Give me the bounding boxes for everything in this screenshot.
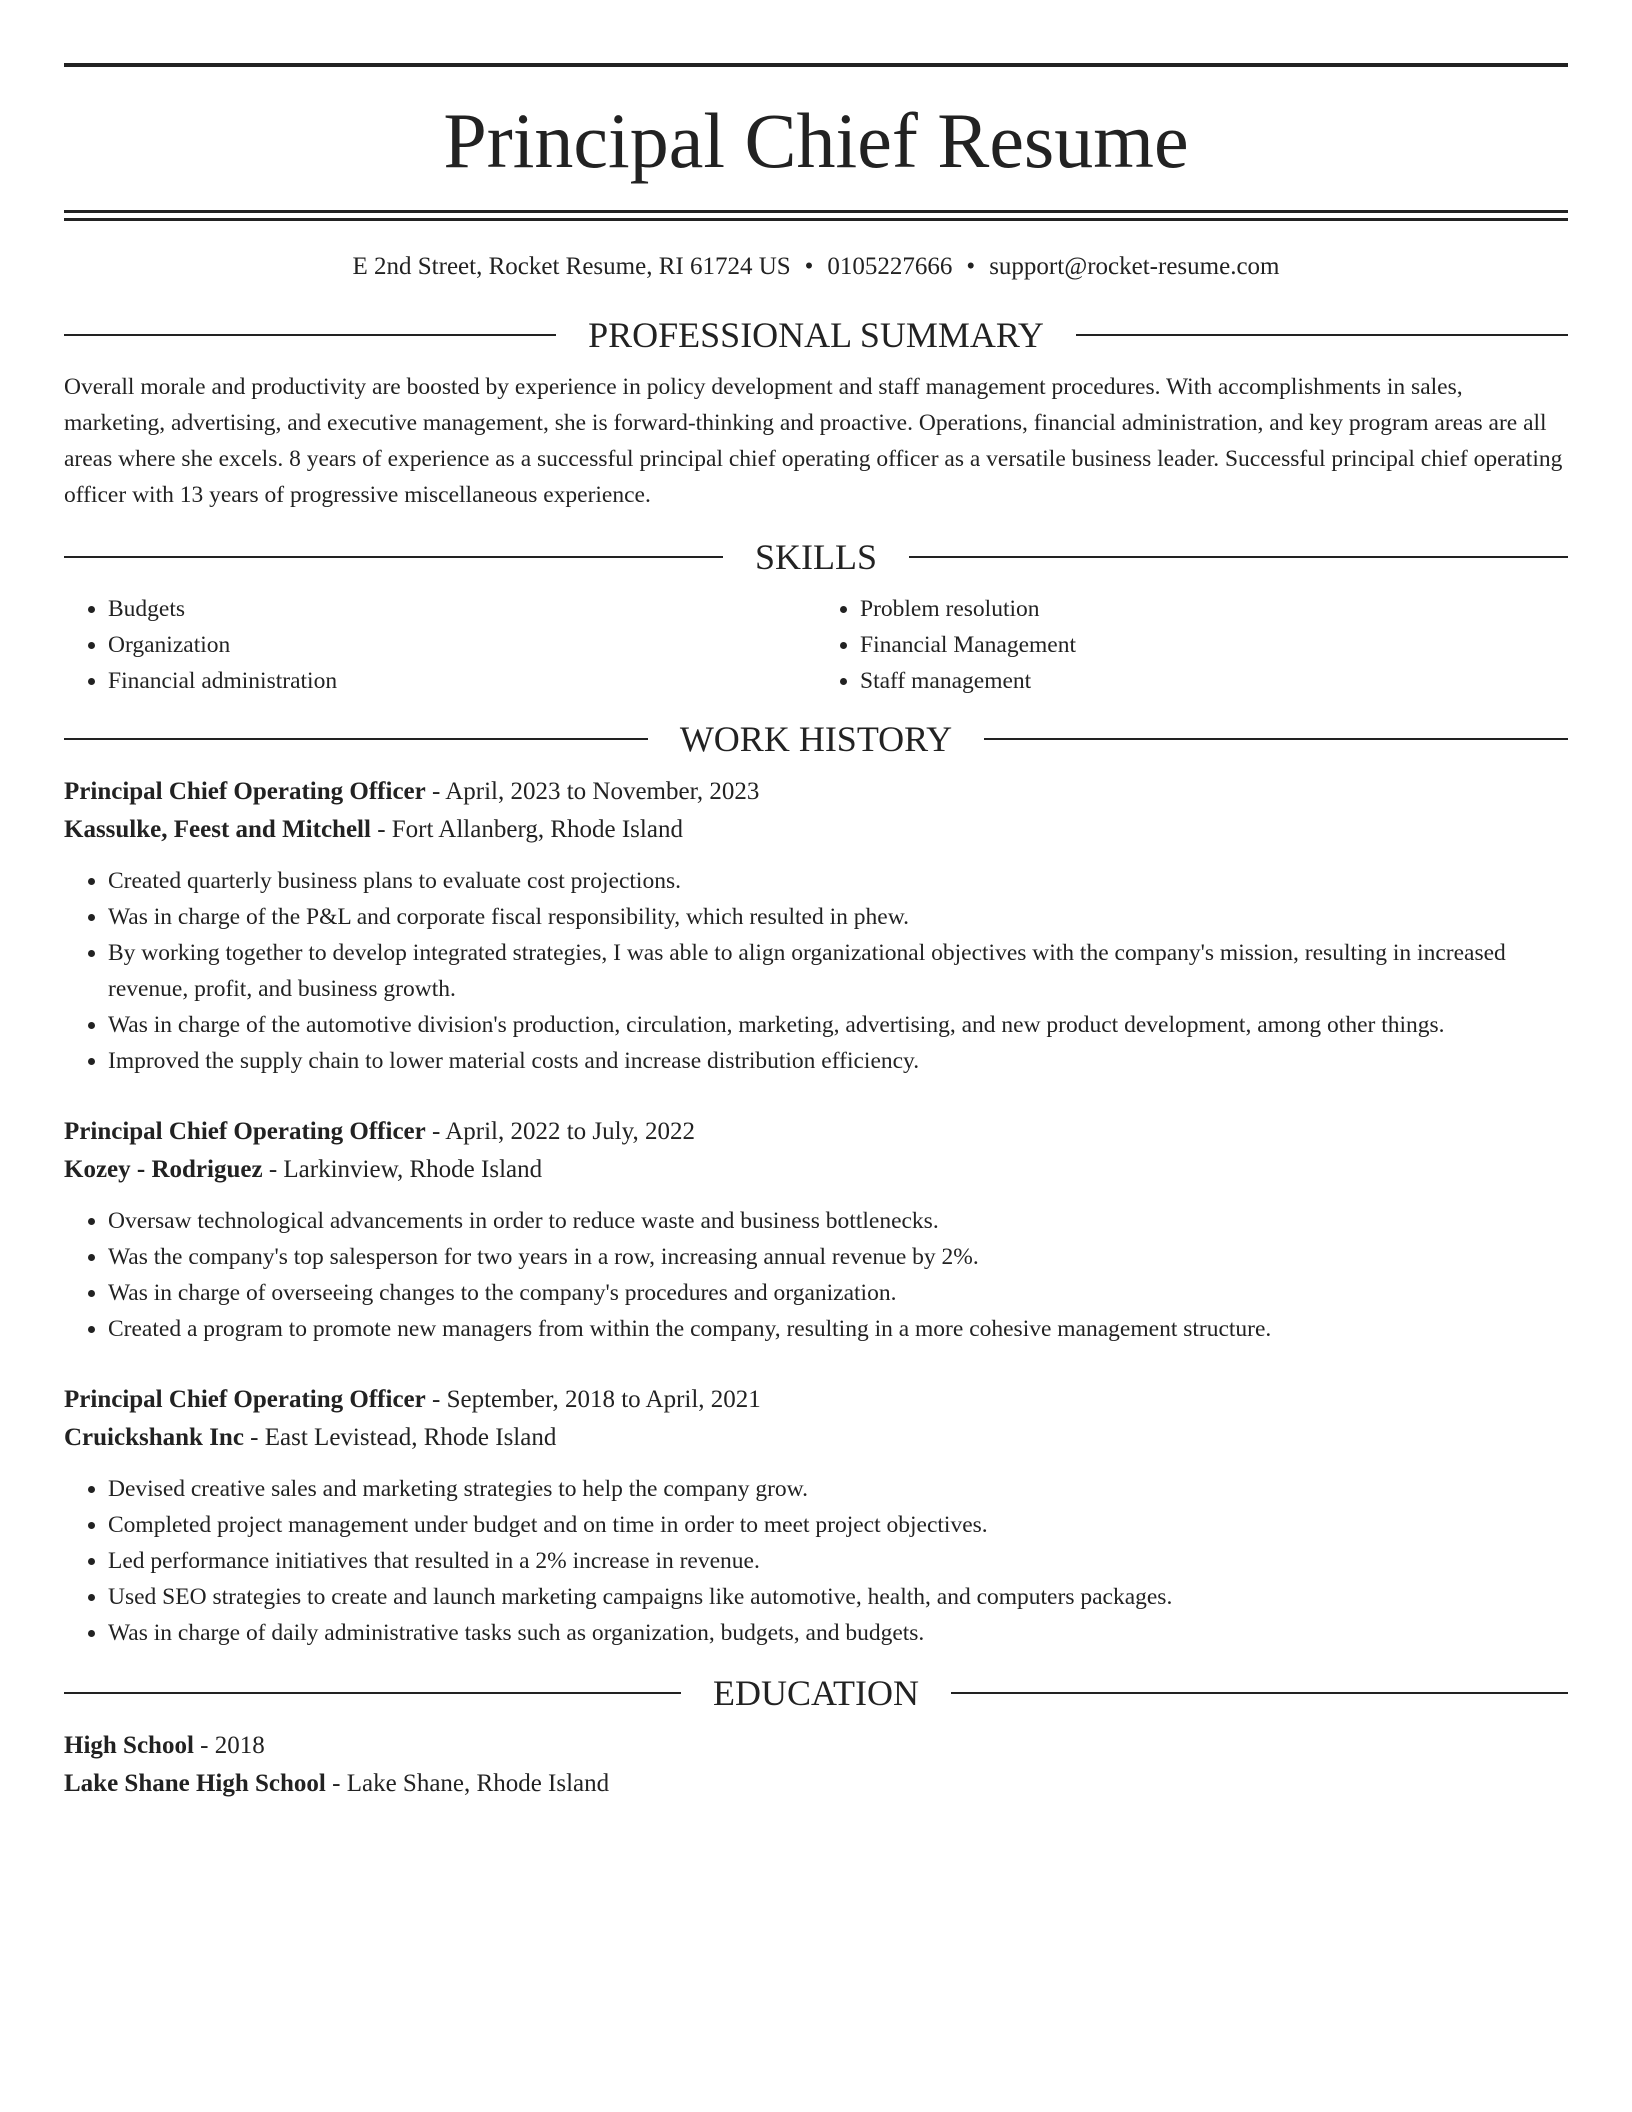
- job-bullet: • Created quarterly business plans to evaluate cost projections.: [108, 863, 1568, 899]
- job-title: Principal Chief Operating Officer: [64, 1386, 426, 1413]
- education-location: Lake Shane, Rhode Island: [346, 1770, 610, 1797]
- education-school-line: [64, 1765, 1568, 1803]
- job-bullet: • Completed project management under budget and on time in order to meet project objectives.: [108, 1507, 1568, 1543]
- skills-column-right: [816, 591, 1568, 699]
- section-title: PROFESSIONAL SUMMARY: [588, 315, 1044, 355]
- job-dates: September, 2018 to April, 2021: [446, 1386, 761, 1413]
- dash: -: [370, 816, 392, 843]
- job-entry: [64, 773, 1568, 1079]
- double-rule: [64, 210, 1568, 221]
- contact-separator: •: [804, 253, 814, 280]
- section-heading-education: [64, 1675, 1568, 1711]
- job-bullet: • Used SEO strategies to create and launch marketing campaigns like automotive, health, and computers packages.: [108, 1579, 1568, 1615]
- contact-line: [64, 254, 1568, 279]
- education-school: Lake Shane High School: [64, 1770, 326, 1797]
- job-bullet: • Led performance initiatives that resulted in a 2% increase in revenue.: [108, 1543, 1568, 1579]
- job-location: Fort Allanberg, Rhode Island: [391, 816, 683, 843]
- dash: -: [425, 1386, 447, 1413]
- job-title: Principal Chief Operating Officer: [64, 1118, 426, 1145]
- job-bullets: [64, 863, 1568, 1079]
- job-dates: April, 2022 to July, 2022: [445, 1118, 695, 1145]
- job-bullet: • Was in charge of daily administrative tasks such as organization, budgets, and budgets.: [108, 1615, 1568, 1651]
- contact-address: E 2nd Street, Rocket Resume, RI 61724 US: [352, 253, 791, 280]
- job-title: Principal Chief Operating Officer: [64, 778, 426, 805]
- resume-name: Principal Chief Resume: [443, 97, 1189, 184]
- skill-item: • Financial administration: [108, 663, 816, 699]
- skill-item: • Budgets: [108, 591, 816, 627]
- dash: -: [193, 1732, 215, 1759]
- job-bullets: [64, 1471, 1568, 1651]
- heading-rule: [64, 556, 723, 558]
- contact-email: support@rocket-resume.com: [989, 253, 1280, 280]
- job-bullet: • Oversaw technological advancements in order to reduce waste and business bottlenecks.: [108, 1203, 1568, 1239]
- heading-rule: [64, 1692, 681, 1694]
- heading-rule: [951, 1692, 1568, 1694]
- heading-rule: [909, 556, 1568, 558]
- heading-rule: [984, 738, 1568, 740]
- dash: -: [425, 778, 446, 805]
- job-title-line: [64, 1113, 1568, 1151]
- section-heading-summary: [64, 317, 1568, 353]
- heading-rule: [64, 738, 648, 740]
- education-degree: High School: [64, 1732, 194, 1759]
- skills-column-left: [64, 591, 816, 699]
- heading-rule: [64, 334, 556, 336]
- education-entry: [64, 1727, 1568, 1803]
- job-company: Kassulke, Feest and Mitchell: [64, 816, 371, 843]
- job-company: Cruickshank Inc: [64, 1424, 244, 1451]
- education-year: 2018: [214, 1732, 265, 1759]
- job-bullet: • Improved the supply chain to lower material costs and increase distribution efficiency.: [108, 1043, 1568, 1079]
- dash: -: [262, 1156, 284, 1183]
- heading-rule: [1076, 334, 1568, 336]
- job-company: Kozey - Rodriguez: [64, 1156, 263, 1183]
- dash: -: [325, 1770, 347, 1797]
- dash: -: [425, 1118, 446, 1145]
- job-company-line: [64, 1151, 1568, 1189]
- job-location: Larkinview, Rhode Island: [283, 1156, 543, 1183]
- job-bullet: • Was the company's top salesperson for two years in a row, increasing annual revenue by 2%.: [108, 1239, 1568, 1275]
- skills-list: [64, 591, 1568, 699]
- summary-text: Overall morale and productivity are boosted by experience in policy development and staff management procedures. With accomplishments in sales, marketing, advertising, and executive management, she is forward-thinking and proactive. Operations, financial administration, and key program areas are all areas where she excels. 8 years of experience as a successful principal chief operating officer as a versatile business leader. Successful principal chief operating officer with 13 years of progressive miscellaneous experience.: [64, 374, 1563, 508]
- job-entry: [64, 1113, 1568, 1347]
- contact-phone: 0105227666: [827, 253, 953, 280]
- job-entry: [64, 1381, 1568, 1651]
- job-bullet: • Was in charge of the automotive division's production, circulation, marketing, advertising, and new product development, among other things.: [108, 1007, 1568, 1043]
- skill-item: • Organization: [108, 627, 816, 663]
- section-heading-work: [64, 721, 1568, 757]
- skill-item: • Problem resolution: [860, 591, 1568, 627]
- section-title: SKILLS: [755, 537, 878, 577]
- job-location: East Levistead, Rhode Island: [264, 1424, 557, 1451]
- contact-separator: •: [966, 253, 976, 280]
- job-bullet: • Devised creative sales and marketing strategies to help the company grow.: [108, 1471, 1568, 1507]
- job-bullet: • Created a program to promote new managers from within the company, resulting in a more cohesive management structure.: [108, 1311, 1568, 1347]
- job-title-line: [64, 773, 1568, 811]
- section-title: EDUCATION: [713, 1673, 919, 1713]
- skill-item: • Financial Management: [860, 627, 1568, 663]
- job-company-line: [64, 1419, 1568, 1457]
- section-title: WORK HISTORY: [679, 719, 953, 759]
- job-title-line: [64, 1381, 1568, 1419]
- education-degree-line: [64, 1727, 1568, 1765]
- job-bullet: • By working together to develop integrated strategies, I was able to align organizational objectives with the company's mission, resulting in increased revenue, profit, and business growth.: [108, 935, 1568, 1007]
- dash: -: [243, 1424, 265, 1451]
- section-heading-skills: [64, 539, 1568, 575]
- skill-item: • Staff management: [860, 663, 1568, 699]
- job-dates: April, 2023 to November, 2023: [445, 778, 760, 805]
- job-bullets: [64, 1203, 1568, 1347]
- job-bullet: • Was in charge of overseeing changes to the company's procedures and organization.: [108, 1275, 1568, 1311]
- job-bullet: • Was in charge of the P&L and corporate fiscal responsibility, which resulted in phew.: [108, 899, 1568, 935]
- job-company-line: [64, 811, 1568, 849]
